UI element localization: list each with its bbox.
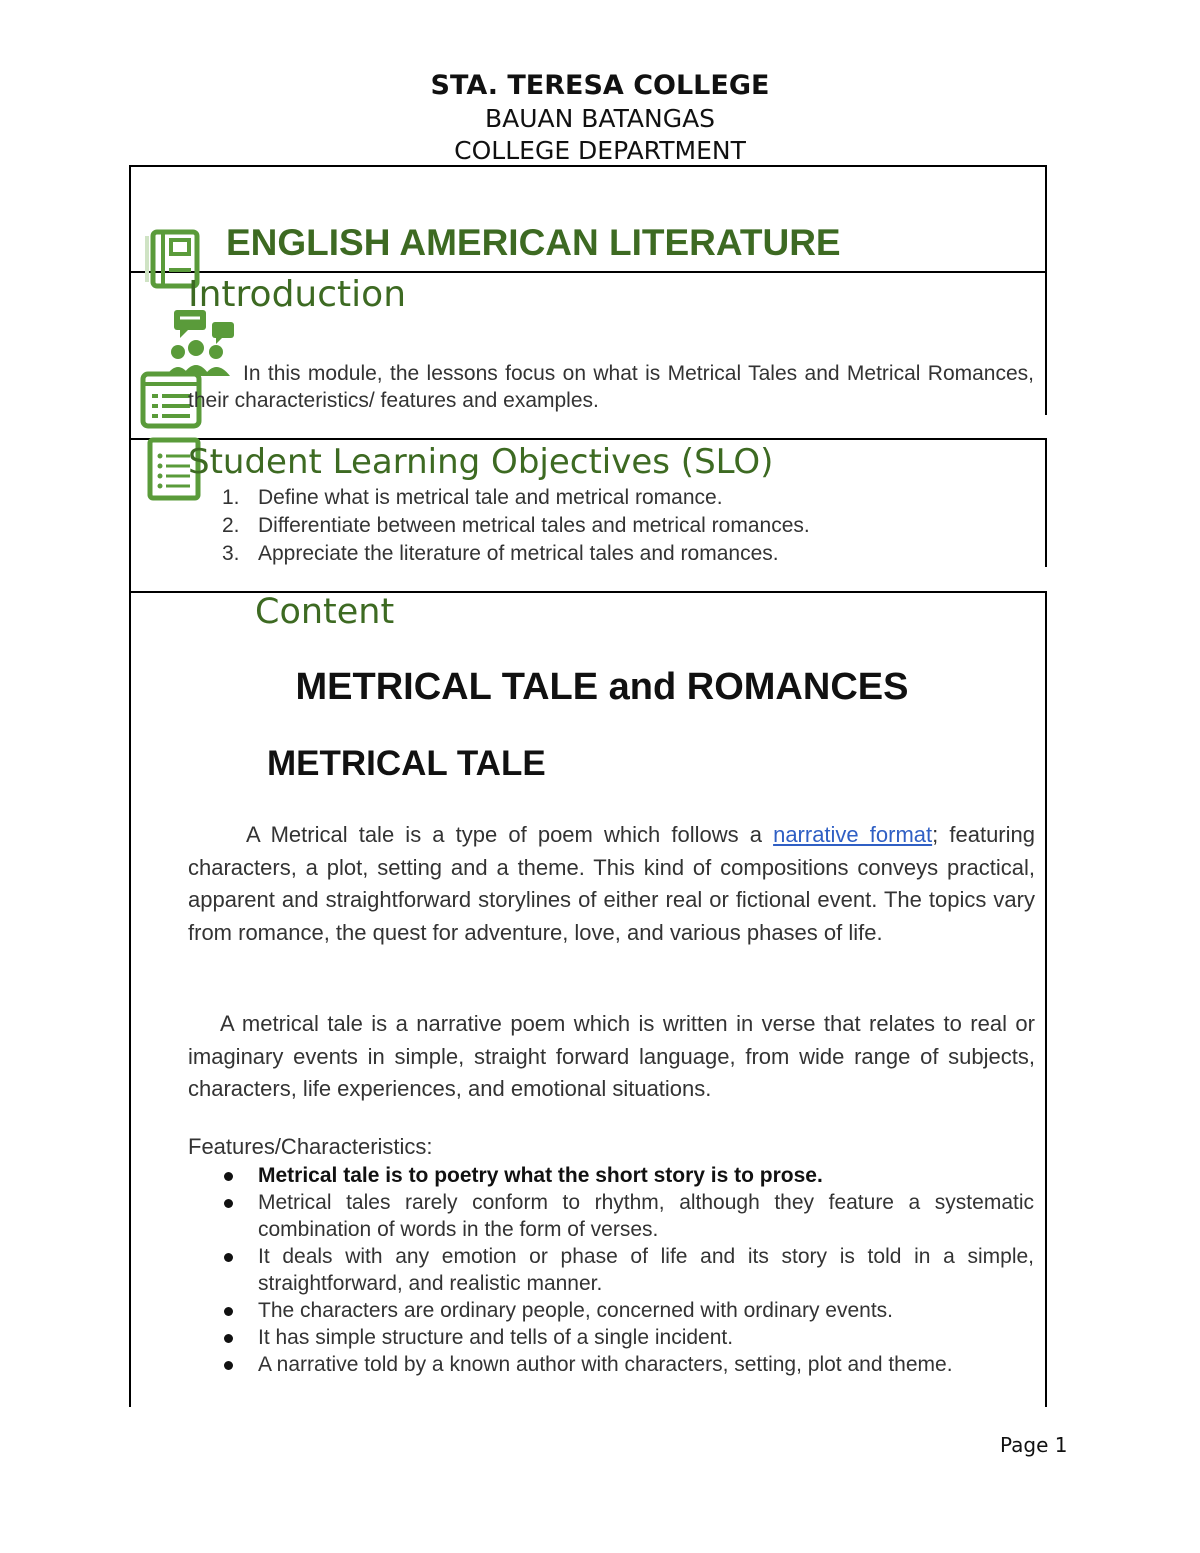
narrative-format-link[interactable]: narrative format (773, 822, 933, 847)
introduction-title: Introduction (188, 274, 407, 315)
slo-title: Student Learning Objectives (SLO) (188, 442, 774, 482)
box-right-border-1 (1045, 165, 1047, 415)
slo-item: 3. Appreciate the literature of metrical tales and romances. (222, 542, 779, 565)
introduction-text (188, 360, 1034, 414)
content-title: Content (255, 592, 395, 632)
box-right-border-3 (1045, 592, 1047, 1407)
list-item: The characters are ordinary people, concerned with ordinary events. (222, 1297, 1034, 1324)
slo-list (222, 484, 810, 568)
school-name: STA. TERESA COLLEGE (430, 70, 770, 101)
box-left-border (129, 165, 131, 1407)
department-name: COLLEGE DEPARTMENT (454, 136, 746, 165)
list-item: It deals with any emotion or phase of life and its story is told in a simple, straightforward, and realistic manner. (222, 1243, 1034, 1297)
course-title: ENGLISH AMERICAN LITERATURE (226, 222, 841, 263)
intro-divider (129, 438, 1047, 440)
list-item: Metrical tales rarely conform to rhythm, although they feature a systematic combination of words in the form of verses. (222, 1189, 1034, 1243)
page-number: Page 1 (1000, 1433, 1068, 1457)
paragraph-2: A metrical tale is a narrative poem which is written in verse that relates to real or imaginary events in simple, straight forward language, from wide range of subjects, characters, life experiences, and emotional situations. (188, 1011, 1035, 1101)
box-right-border-2 (1045, 440, 1047, 567)
slo-item: 1. Define what is metrical tale and metrical romance. (222, 486, 723, 509)
list-item: A narrative told by a known author with characters, setting, plot and theme. (222, 1351, 1034, 1378)
school-location: BAUAN BATANGAS (484, 104, 716, 133)
box-top-border (129, 165, 1047, 167)
sub-heading: METRICAL TALE (267, 744, 546, 783)
main-heading: METRICAL TALE and ROMANCES (295, 666, 909, 708)
title-divider (129, 271, 1047, 273)
paragraph-1: A Metrical tale is a type of poem which follows a narrative format; featuring characters, a plot, setting and a theme. This kind of compositions conveys practical, apparent and straightforward storylines of either real or fictional event. The topics vary from romance, the quest for adventure, love, and various phases of life. (188, 822, 1035, 945)
slo-item: 2. Differentiate between metrical tales and metrical romances. (222, 514, 810, 537)
features-list (222, 1162, 1034, 1378)
list-item: It has simple structure and tells of a single incident. (222, 1324, 1034, 1351)
features-label: Features/Characteristics: (188, 1134, 433, 1159)
list-item: Metrical tale is to poetry what the short story is to prose. (222, 1162, 1034, 1189)
introduction-body: In this module, the lessons focus on what is Metrical Tales and Metrical Romances, their characteristics/ features and examples. (188, 362, 1034, 412)
